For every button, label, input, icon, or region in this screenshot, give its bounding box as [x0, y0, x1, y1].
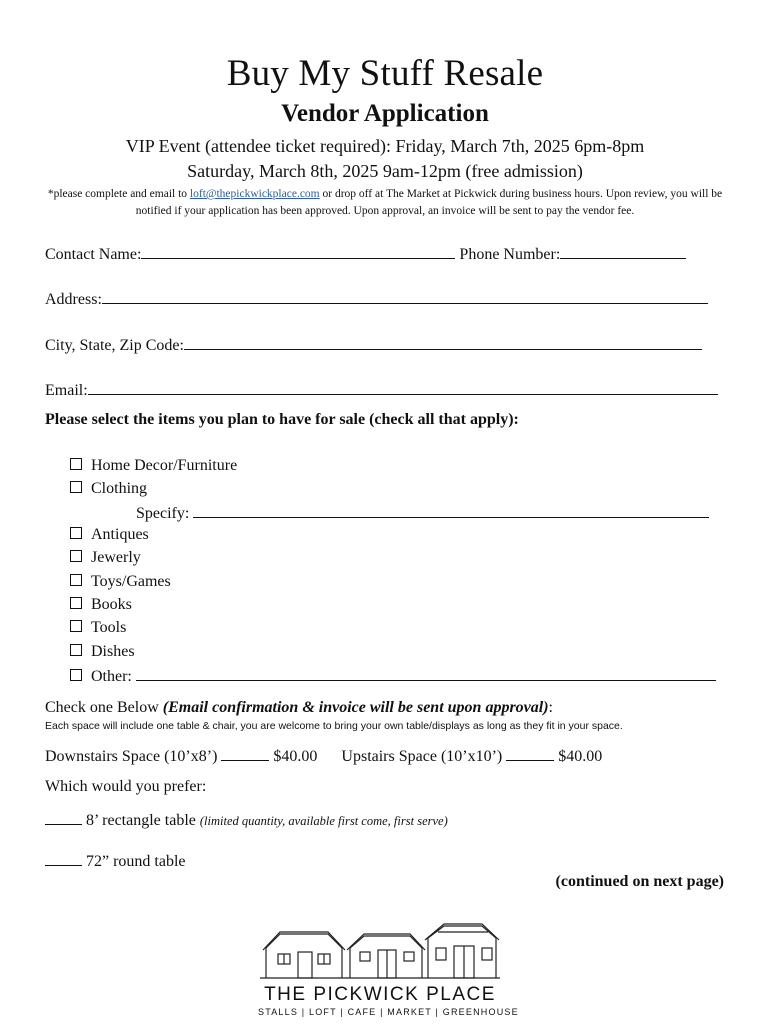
item-label: Antiques	[91, 526, 149, 543]
round-table-label: 72” round table	[82, 853, 186, 870]
city-state-zip-row	[45, 335, 702, 355]
page-subtitle: Vendor Application	[281, 100, 489, 127]
rect-table-label: 8’ rectangle table	[82, 812, 200, 829]
approval-note: (Email confirmation & invoice will be sent upon approval)	[162, 699, 549, 716]
email-link[interactable]: loft@thepickwickplace.com	[189, 188, 320, 200]
contact-name-field[interactable]	[141, 244, 455, 259]
continued-note: (continued on next page)	[555, 873, 724, 890]
buildings-icon	[258, 922, 502, 982]
logo-tagline: STALLS | LOFT | CAFE | MARKET | GREENHOUSE	[258, 1007, 519, 1017]
round-table-row	[45, 851, 186, 871]
email-label: Email:	[45, 382, 88, 399]
items-heading: Please select the items you plan to have for sale (check all that apply):	[45, 411, 519, 428]
item-label: Jewerly	[91, 549, 141, 566]
item-label: Clothing	[91, 480, 148, 497]
item-label: Tools	[91, 619, 127, 636]
rect-table-row	[45, 810, 448, 830]
rect-table-note: (limited quantity, available first come, first serve)	[199, 814, 448, 828]
checkbox[interactable]	[70, 597, 82, 609]
upstairs-blank[interactable]	[506, 746, 554, 761]
email-field[interactable]	[88, 380, 718, 395]
checkbox[interactable]	[70, 644, 82, 656]
checkbox[interactable]	[70, 550, 82, 562]
city-state-zip-field[interactable]	[184, 335, 702, 350]
round-table-blank[interactable]	[45, 851, 82, 866]
instructions-note	[40, 186, 730, 220]
item-antiques[interactable]	[70, 526, 149, 544]
instructions-prefix: *please complete and email to	[47, 188, 190, 200]
checkbox[interactable]	[70, 481, 82, 493]
item-label: Home Decor/Furniture	[91, 457, 238, 474]
item-label: Other:	[91, 668, 132, 685]
item-jewelry[interactable]	[70, 549, 141, 567]
contact-phone-row	[45, 244, 686, 264]
upstairs-label: Upstairs Space (10’x10’)	[341, 748, 507, 765]
logo-name: THE PICKWICK PLACE	[264, 984, 496, 1005]
event-line-vip: VIP Event (attendee ticket required): Friday, March 7th, 2025 6pm-8pm	[125, 136, 645, 156]
clothing-specify-row	[136, 503, 709, 523]
email-row	[45, 380, 718, 400]
address-field[interactable]	[102, 289, 708, 304]
checkbox[interactable]	[70, 669, 82, 681]
phone-number-label: Phone Number:	[459, 246, 561, 263]
rect-table-blank[interactable]	[45, 810, 82, 825]
item-clothing[interactable]	[70, 480, 147, 498]
phone-number-field[interactable]	[560, 244, 686, 259]
other-field[interactable]	[136, 666, 716, 681]
event-line-saturday: Saturday, March 8th, 2025 9am-12pm (free admission)	[187, 161, 583, 181]
prefer-question: Which would you prefer:	[45, 778, 207, 795]
downstairs-blank[interactable]	[221, 746, 269, 761]
check-below-end: :	[548, 699, 553, 716]
check-below-line	[45, 699, 553, 717]
check-below-label: Check one Below	[45, 699, 163, 716]
page-title: Buy My Stuff Resale	[226, 53, 544, 94]
item-tools[interactable]	[70, 619, 126, 637]
specify-field[interactable]	[193, 503, 709, 518]
address-row	[45, 289, 708, 309]
space-note: Each space will include one table & chair, you are welcome to bring your own table/displays as long as they fit in your space.	[45, 720, 623, 732]
city-state-zip-label: City, State, Zip Code:	[45, 337, 184, 354]
upstairs-price: $40.00	[554, 748, 603, 765]
downstairs-label: Downstairs Space (10’x8’)	[45, 748, 222, 765]
item-books[interactable]	[70, 596, 132, 614]
checkbox[interactable]	[70, 620, 82, 632]
pickwick-logo	[258, 922, 519, 1020]
specify-label: Specify:	[136, 505, 190, 522]
instructions-suffix: or drop off at The Market at Pickwick during business hours. Upon review, you will be notified if your application has been approved. Upon approval, an invoice will be sent to pay the vendor fee.	[135, 188, 723, 217]
item-label: Dishes	[91, 643, 135, 660]
checkbox[interactable]	[70, 458, 82, 470]
item-label: Toys/Games	[91, 573, 171, 590]
contact-name-label: Contact Name:	[45, 246, 142, 263]
address-label: Address:	[45, 291, 102, 308]
checkbox[interactable]	[70, 527, 82, 539]
item-dishes[interactable]	[70, 643, 135, 661]
space-options-row	[45, 746, 602, 766]
item-other[interactable]	[70, 666, 716, 686]
item-toys-games[interactable]	[70, 573, 171, 591]
checkbox[interactable]	[70, 574, 82, 586]
item-label: Books	[91, 596, 132, 613]
item-home-decor[interactable]	[70, 457, 237, 475]
downstairs-price: $40.00	[269, 748, 318, 765]
